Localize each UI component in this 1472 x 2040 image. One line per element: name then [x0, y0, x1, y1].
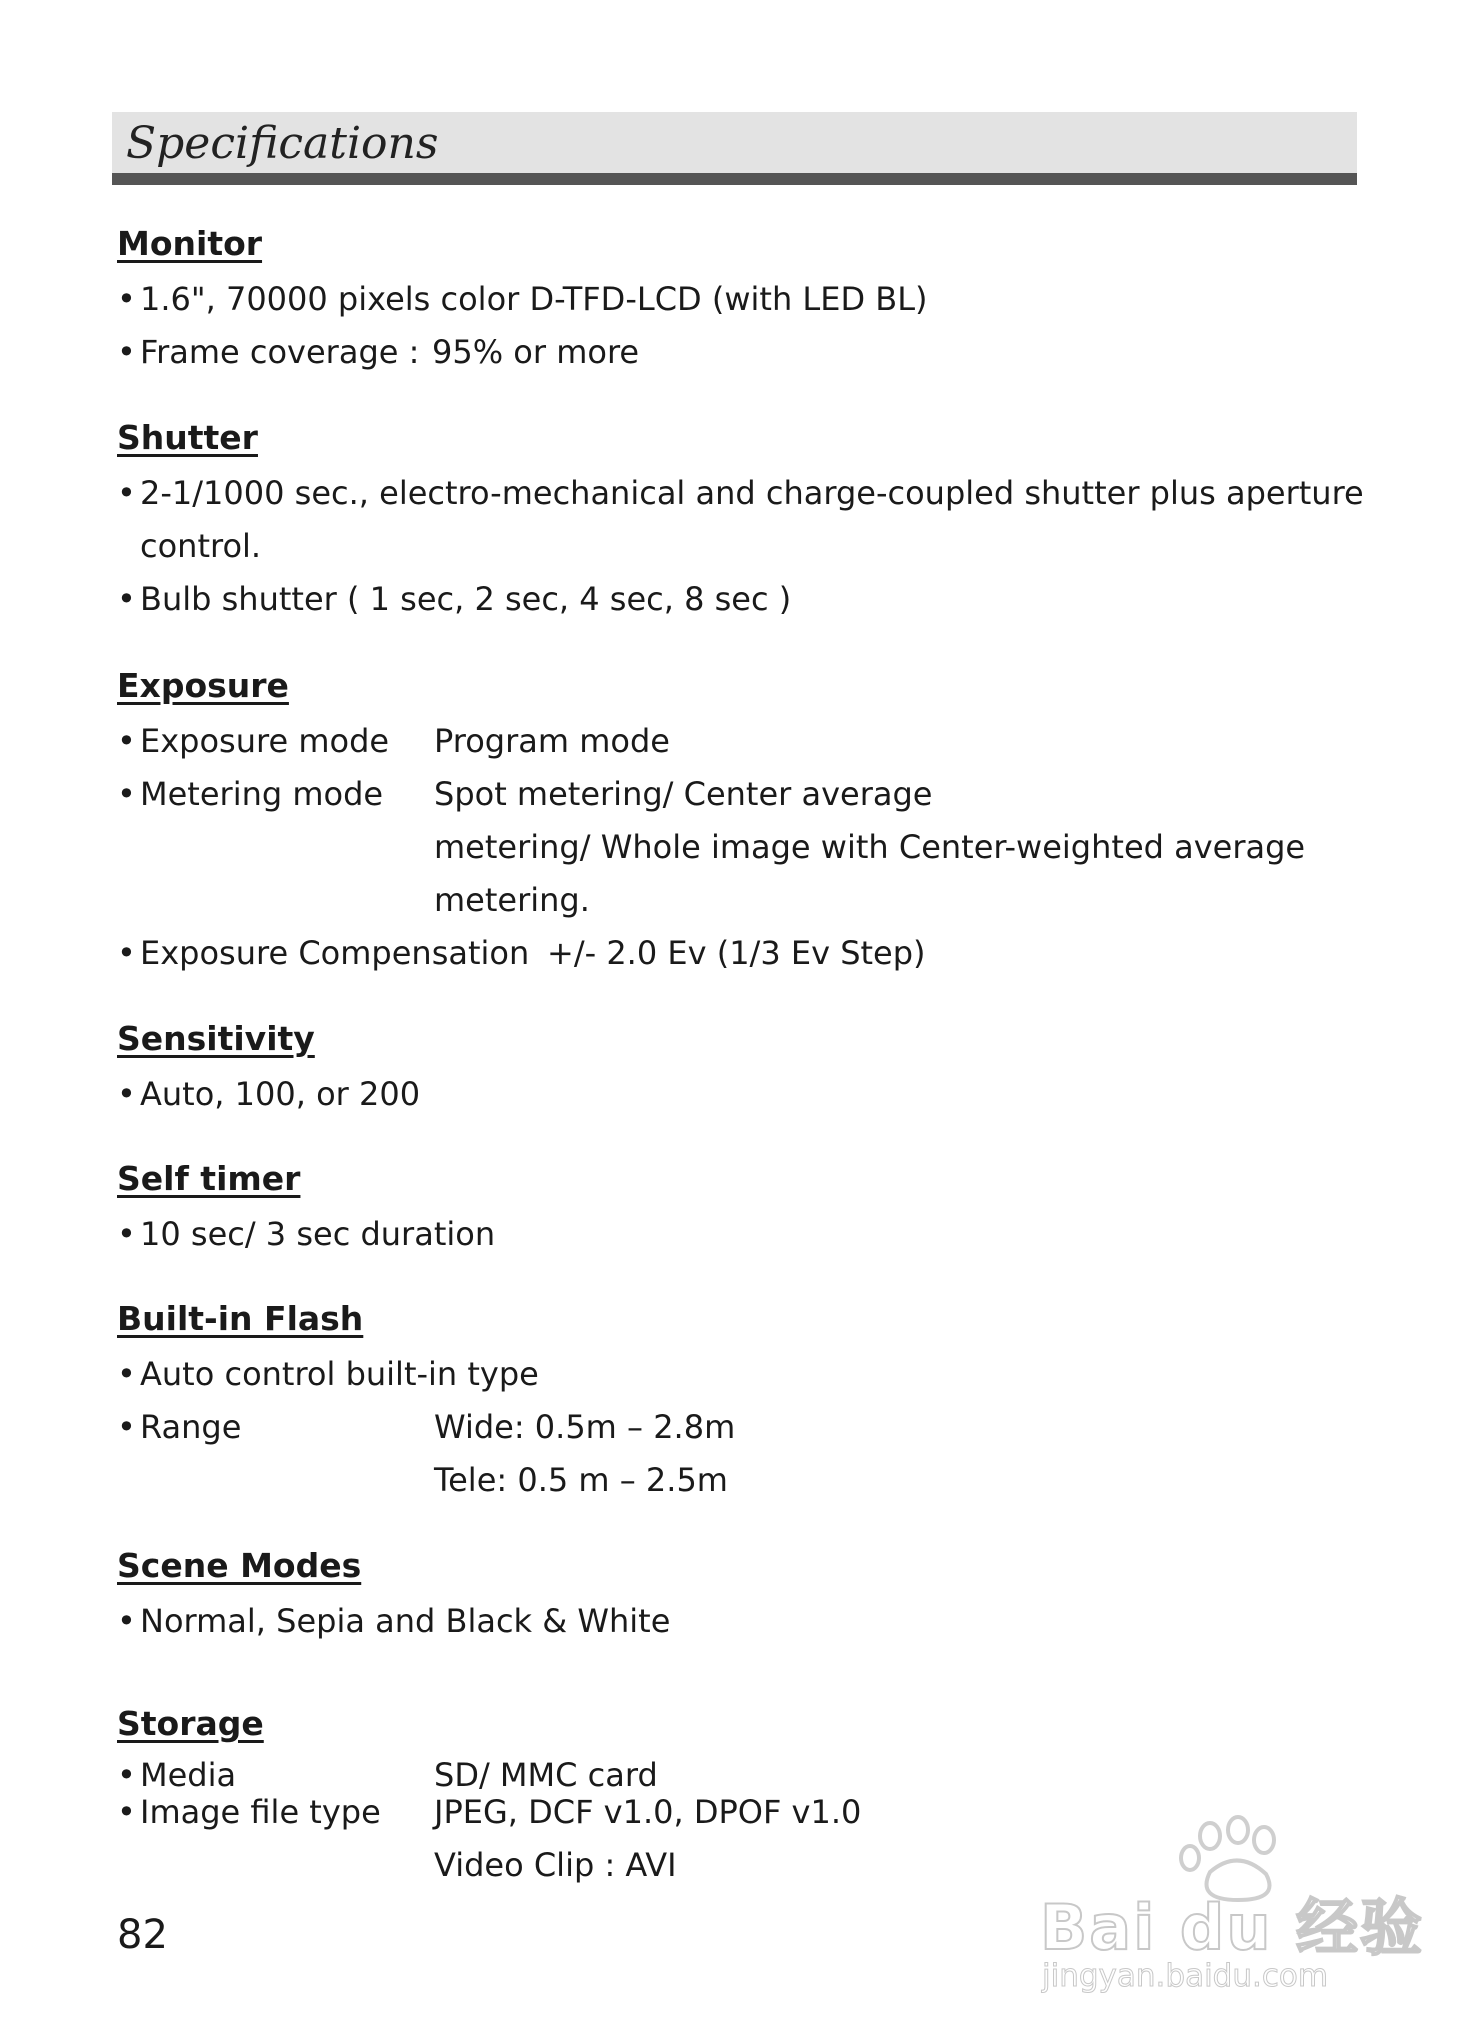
baidu-watermark: [1040, 1808, 1425, 2008]
item-label: Image file type: [140, 1793, 381, 1831]
list-item: [117, 1348, 1347, 1401]
item-value: Wide: 0.5m – 2.8m: [434, 1408, 736, 1446]
list-item-continuation: [117, 1454, 1347, 1507]
item-value: Video Clip : AVI: [434, 1846, 677, 1884]
item-label: Media: [140, 1756, 237, 1794]
list-item: [117, 573, 1347, 626]
section-exposure: [117, 662, 1347, 980]
item-text: Bulb shutter ( 1 sec, 2 sec, 4 sec, 8 sec ): [140, 580, 792, 618]
page-title: Specifications: [126, 118, 439, 169]
bullet: •: [117, 722, 136, 760]
section-self-timer: [117, 1155, 1347, 1261]
item-value: Program mode: [434, 722, 670, 760]
list-item: [117, 1068, 1347, 1121]
section-title: Exposure: [117, 666, 289, 705]
list-item-continuation: [117, 874, 1347, 927]
section-header-bar: [112, 112, 1357, 185]
bullet: •: [117, 1408, 136, 1446]
list-item: [117, 1401, 1347, 1454]
section-title: Shutter: [117, 418, 258, 457]
item-label: Range: [140, 1408, 242, 1446]
item-value: +/- 2.0 Ev (1/3 Ev Step): [547, 934, 926, 972]
bullet: •: [117, 333, 136, 371]
section-shutter: [117, 414, 1364, 626]
list-item: [117, 768, 1347, 821]
section-title: Self timer: [117, 1159, 301, 1198]
watermark-brand: Bai du 经验: [1040, 1891, 1425, 1964]
list-item: [117, 715, 1347, 768]
list-item: [117, 1753, 1347, 1794]
item-value: Tele: 0.5 m – 2.5m: [434, 1461, 728, 1499]
section-scene-modes: [117, 1542, 1347, 1648]
item-label: Metering mode: [140, 775, 384, 813]
item-value: metering.: [434, 881, 590, 919]
section-title: Monitor: [117, 224, 263, 263]
list-item: [117, 273, 1347, 326]
item-value: 95% or more: [432, 333, 640, 371]
watermark-url: jingyan.baidu.com: [1042, 1958, 1329, 1994]
item-text: Normal, Sepia and Black & White: [140, 1602, 671, 1640]
item-label: Exposure mode: [140, 722, 390, 760]
list-item: [117, 927, 1347, 980]
item-text: control.: [140, 527, 262, 565]
section-title: Scene Modes: [117, 1546, 362, 1585]
item-text: Auto control built-in type: [140, 1355, 539, 1393]
section-monitor: [117, 220, 1347, 379]
item-text: 10 sec/ 3 sec duration: [140, 1215, 496, 1253]
item-value: SD/ MMC card: [434, 1756, 658, 1794]
item-text: 2-1/1000 sec., electro-mechanical and charge-coupled shutter plus aperture: [140, 474, 1364, 512]
list-item: [117, 467, 1364, 520]
page-number: 82: [117, 1912, 168, 1958]
bullet: •: [117, 280, 136, 318]
bullet: •: [117, 1602, 136, 1640]
bullet: •: [117, 1793, 136, 1831]
bullet: •: [117, 934, 136, 972]
item-value: Spot metering/ Center average: [434, 775, 933, 813]
item-text: Auto, 100, or 200: [140, 1075, 421, 1113]
bullet: •: [117, 474, 136, 512]
item-value: JPEG, DCF v1.0, DPOF v1.0: [434, 1793, 862, 1831]
list-item: [117, 1595, 1347, 1648]
list-item: [117, 326, 1347, 379]
bullet: •: [117, 1075, 136, 1113]
item-label: Frame coverage :: [140, 333, 420, 371]
item-label: Exposure Compensation: [140, 934, 530, 972]
bullet: •: [117, 1756, 136, 1794]
bullet: •: [117, 775, 136, 813]
bullet: •: [117, 1355, 136, 1393]
bullet: •: [117, 1215, 136, 1253]
list-item-continuation: [117, 821, 1347, 874]
item-value: metering/ Whole image with Center-weighted average: [434, 828, 1306, 866]
bullet: •: [117, 580, 136, 618]
list-item: [117, 1208, 1347, 1261]
section-title: Storage: [117, 1704, 264, 1743]
list-item-continuation: [117, 520, 1347, 573]
section-title: Sensitivity: [117, 1019, 315, 1058]
section-sensitivity: [117, 1015, 1347, 1121]
item-text: 1.6", 70000 pixels color D-TFD-LCD (with LED BL): [140, 280, 928, 318]
section-built-in-flash: [117, 1295, 1347, 1507]
section-title: Built-in Flash: [117, 1299, 364, 1338]
